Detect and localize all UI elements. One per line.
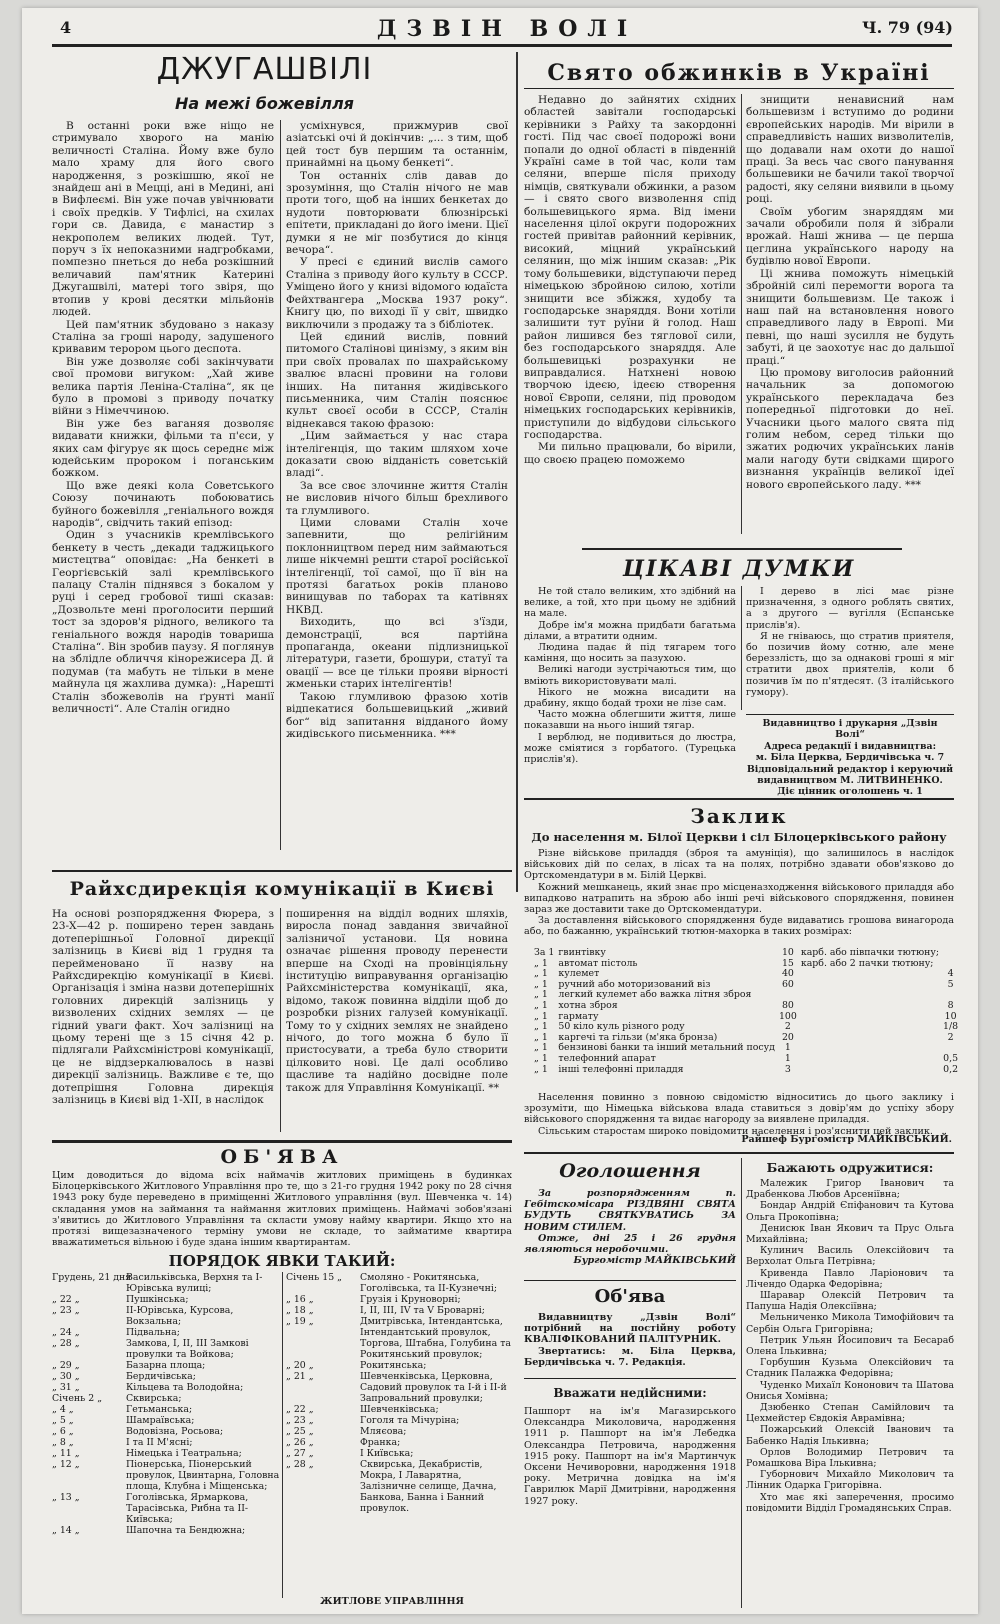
order-row [52, 1360, 280, 1371]
order-streets: Німецька і Театральна; [126, 1448, 242, 1459]
order-streets: Бердичівська; [126, 1371, 196, 1382]
order-streets: Мляєова; [360, 1426, 407, 1437]
order-date: „ 19 „ [286, 1316, 314, 1327]
order-streets: Гетьманська; [126, 1404, 193, 1415]
order-row [52, 1393, 280, 1404]
reward-cell: телефонний апарат [558, 1052, 656, 1064]
order-date: „ 26 „ [286, 1437, 314, 1448]
reward-cell: бензинові банки та інший метальний посуд [558, 1042, 775, 1054]
order-row [286, 1305, 512, 1316]
order-streets: Замкова, І, ІІ, ІІІ Замкові провулки та Войкова; [126, 1338, 249, 1360]
section-title: ЦІКАВІ ДУМКИ [622, 556, 856, 582]
order-row [52, 1492, 280, 1525]
section-title: ОБ'ЯВА [220, 1146, 344, 1168]
publisher-info: Видавництво і друкарня „Дзвін Волі“ Адреса редакції і видавництва: м. Біла Церква, Бердичівська ч. 7 Відповідальний редактор і керуючий видавництвом М. ЛИТВИНЕНКО. Діє цінник оголошень ч. 1 [746, 718, 954, 798]
order-row [52, 1426, 280, 1437]
order-row [286, 1459, 512, 1514]
marriage-list [746, 1178, 954, 1608]
zaklyk-text: Різне військове приладдя (зброя та амуніція), що залишилось в наслідок військових дій по селах, в лісах та на полях, потрібно здавати обов'язково до Ортскомендатури в м. Білій Церкві. Кожний мешканець, який знає про місценазходження військового приладдя або випадково натрапить на зброю або інші речі військового спорядження, повинен зараз же доставити таке до Ортскомендатури. За доставлення військового спорядження буде видаватись грошова винагорода або, по бажанню, український тютюн-махорка в таких розмірах: [524, 848, 954, 938]
publisher-rule [746, 714, 954, 715]
order-streets: Гоголівська, Ярмаркова, Тарасівська, Рибна та ІІ-Київська; [126, 1492, 249, 1525]
order-row [52, 1459, 280, 1492]
reward-cell: „ 1 [534, 968, 548, 980]
obyava2-text: Видавництву „Дзвін Волі“ потрібний на постійну роботу КВАЛІФІКОВАНИЙ ПАЛІТУРНИК. Звертатись: м. Біла Церква, Бердичівська ч. 7. Редакція. [524, 1312, 736, 1368]
reward-cell: 1 [784, 1042, 791, 1054]
order-row [52, 1371, 280, 1382]
reward-cell [799, 1033, 941, 1044]
order-date: „ 8 „ [52, 1437, 74, 1448]
reward-cell: 0,5 [943, 1052, 959, 1064]
article-subtitle: На межі божевілля [175, 94, 354, 113]
order-streets: Пушкінська; [126, 1294, 189, 1305]
order-streets: Водовізна, Росьова; [126, 1426, 224, 1437]
order-date: „ 4 „ [52, 1404, 74, 1415]
reward-cell: 50 кіло куль різного роду [558, 1021, 685, 1033]
order-streets: Шевченківська; [360, 1404, 439, 1415]
section-rule [524, 798, 954, 800]
reward-cell: 5 [947, 978, 954, 990]
reward-cell: 80 [781, 999, 794, 1011]
obyava-text: Цим доводиться до відома всіх наймачів житлових приміщень в будинках Білоцерківського Житлового Управління про те, що з 21-го грудня 1942 року по 28 січня 1943 року буде переведено в приміщенні Житлового управління (вул. Шевченка ч. 14) складання умов на займання та наймання житлових приміщень. Наймачі зобов'язані з'явитись до Житлового Управління та скласти умову найму квартири. Якщо хто на протязі вищезазначеного терміну умови не складе, то займатиме квартира вважатиметься вільною і буде здана іншим квартирантам. [52, 1170, 512, 1249]
article-column-2: знищити ненависний нам большевизм і вступимо до родини європейських народів. Ми вірили в справедливість наших визволителів, що додавали нам охоти до нашої праці. За весь час свого панування большевики не бачили такої творчої радості, яку селяни виявили в цьому році. Своїм убогим знаряддям ми зачали обробили поля й зібрали врожай. Наші жнива — це перша цеглина українського народу на будівлю нової Европи. Ці жнива поможуть німецькій збройній силі перемогти ворога та знищити большевизм. Це також і наш пай на встановлення нового справедливого ладу в Европі. Ми певні, що наші зусилля не будуть забуті, й це заохотує нас до дальшої праці.“ Цю промову виголосив районний начальник за допомогою українського перекладача без попередньої підготовки до неї. Учасники цього малого свята під голим небом, серед тільки що зжатих родючих українських ланів мали нагоду бути свідками щирого визнання українців великої ідеї нового європейського ладу. *** [746, 94, 954, 491]
reward-cell: „ 1 [534, 1052, 548, 1064]
order-row [52, 1305, 280, 1327]
reward-table-grid [532, 948, 960, 1075]
reward-cell: „ 1 [534, 999, 548, 1011]
order-date: „ 11 „ [52, 1448, 80, 1459]
reward-cell: „ 1 [534, 989, 548, 1001]
marriage-item: Петрик Ульян Йосипович та Бесараб Олена Ількивна; [746, 1334, 954, 1358]
invalid-text: Пашпорт на ім'я Магазирського Олександра Миколовича, народження 1911 р. Пашпорт на ім'я Лебедка Олександра Петровича, народження 1915 року. Пашпорт на ім'я Мартинчук Оксени Нечиворовни, народження 1918 року. Метрична довідка на ім'я Гаврилюк Марії Дмитрівни, народження 1927 року. [524, 1406, 736, 1507]
order-row [286, 1437, 512, 1448]
section-rule [52, 870, 512, 872]
order-streets: І та ІІ М'ясні; [126, 1437, 193, 1448]
section-rule [52, 1140, 512, 1143]
reward-cell: 1 [784, 1052, 791, 1064]
article-column-2: усміхнувся, прижмурив свої азіатські очі й докінчив: „... з тим, щоб цей тост був першим та останнім, принаймні на цьому бенкеті“. Тон останніх слів давав до зрозуміння, що Сталін нічого не мав проти того, щоб на інших бенкетах до нудоти повторювати блюзнірські епітети, прикладані до його імени. Цієї думки я не міг позбутися до кінця вечора“. У пресі є єдиний вислів самого Сталіна з приводу його культу в СССР. Уміщено його у книзі відомого юдаїста Фейхтвангера „Москва 1937 року“. Книгу цю, по виході її у світ, швидко виключили з продажу та з бібліотек. Цей єдиний вислів, повний питомого Сталінові цинізму, з яким він при своїх провалах по шахрайському звалює власні провини на голови інших. На питання жидівського письменника, чим Сталін пояснює культ своєї особи в СССР, Сталін віднекався такою фразою: „Цим займається у нас стара інтелігенція, що таким шляхом хоче доказати свою відданість советській владі“. За все своє злочинне життя Сталін не висловив нічого більш брехливого та глумливого. Цими словами Сталін хоче запевнити, що релігійним поклонництвом перед ним займаються лише нікчемні решти старої російської інтелігенції, тої самої, що її він на протязі багатьох років планово винищував по таборах та катівнях НКВД. Виходить, що всі з'їзди, демонстрації, вся партійна пропаганда, океани підлизницької літератури, газети, брошури, статуї та овації — все це тільки прояви вірності жменьки старих інтелігентів! Такою глумливою фразою хотів відпекатися большевицький „живий бог“ від запитання відданого йому жидівського письменника. *** [286, 120, 508, 740]
article-column-1: Недавно до зайнятих східних областей завітали господарські керівники з Райху та закордонні гості. Під час своєї подорожі вони попали до одної області в південній Україні саме в той час, коли там селяни, вперше після приходу німців, святкували обжинки, а разом — і свято свого визволення спід большевицького ярма. Від імени населення цілої округи подорожних гостей привітав районний керівник, високий, міцний український селянин, що між іншим сказав: „Рік тому большевики, відступаючи перед німецькою збройною силою, хотіли знищити все збіжжя, худобу та господарське знаряддя. Вони хотіли залишити тут руїни й голод. Наш район лишився без тяглової сили, без господарського знаряддя. Але большевицькі розрахунки не виправдалися. Натхнені новою творчою ідеєю, ідеєю створення нової Європи, селяни, під проводом німецьких господарських керівників, приступили до відбудови сільського господарства. Ми пильно працювали, бо вірили, що своєю працею поможемо [524, 94, 736, 466]
marriage-item: Горбушин Кузьма Олексійович та Стадник Палажка Федорівна; [746, 1357, 954, 1380]
reward-cell [799, 1012, 941, 1023]
order-date: „ 30 „ [52, 1371, 80, 1382]
marriage-item: Чуденко Михаїл Кононович та Шатова Онисья Хомівна; [746, 1379, 954, 1402]
order-date: „ 14 „ [52, 1525, 80, 1536]
reward-row [532, 1054, 960, 1065]
order-date: „ 22 „ [52, 1294, 80, 1305]
railway-column-1: На основі розпорядження Фюрера, з 23-Х—42 р. поширено терен завдань дотеперішньої Головної дирекції залізниць в Києві від 1 грудня та перейменовано її назву на Райхсдирекцію комунікації в Києві. Організація і зміна назви дотеперішніх головних дирекцій залізниць у визволених східних землях — це гідний уваги факт. Хоч залізниці на цьому терені ще з 15 січня 42 р. підлягали Райхсміністрові комунікації, це не віддзеркалювалось в назві дирекції залізниць. Важливе є те, що дотепрішня Головна дирекція залізниць в Києві від 1-XII, в наслідок [52, 908, 274, 1107]
reward-cell: „ 1 [534, 1010, 548, 1022]
article-title: Свято обжинків в Україні [547, 60, 931, 86]
order-row [52, 1448, 280, 1459]
reward-cell: 3 [784, 1063, 791, 1075]
order-row [52, 1404, 280, 1415]
reward-cell: 60 [781, 978, 794, 990]
order-date: „ 18 „ [286, 1305, 314, 1316]
reward-cell [799, 1065, 941, 1076]
column-divider [280, 908, 281, 1132]
reward-cell: За 1 [534, 947, 555, 958]
order-streets: Франка; [360, 1437, 401, 1448]
section-title: Вважати недійсними: [553, 1386, 707, 1400]
reward-cell: 15 [781, 957, 794, 969]
reward-cell [799, 990, 941, 1001]
reward-cell: 100 [778, 1010, 797, 1022]
reward-cell: „ 1 [534, 957, 548, 969]
reward-cell: карб. або 2 пачки тютюну; [800, 957, 934, 969]
section-rule [524, 1152, 954, 1154]
order-date: „ 23 „ [52, 1305, 80, 1316]
thoughts-left: Не той стало великим, хто здібний на велике, а той, хто при цьому не здібний на мале. Добре ім'я можна придбати багатьма ділами, а втратити одним. Людина падає й під тягарем того каміння, що носить за пазухою. Великі нагоди зустрічаються тим, що вміють використовувати малі. Нікого не можна висадити на драбину, якщо бодай трохи не лізе сам. Часто можна облегшити життя, лише показавши на нього інший тягар. І верблюд, не подивиться до люстра, може сміятися з горбатого. (Турецька прислів'я). [524, 586, 736, 766]
order-streets: Кільцева та Володойна; [126, 1382, 244, 1393]
reward-cell: карб. або півпачки тютюну; [800, 947, 940, 958]
order-streets: Шапочна та Бендюжна; [126, 1525, 246, 1536]
reward-cell: хотна зброя [558, 999, 618, 1011]
order-streets: Піонерська, Піонерський провулок, Цвинтарна, Головна площа, Клубна і Міщенська; [126, 1459, 280, 1492]
reward-cell: 8 [947, 999, 954, 1011]
order-left [52, 1272, 280, 1610]
reward-cell: „ 1 [534, 1042, 548, 1054]
reward-cell [799, 1043, 941, 1054]
reward-cell: 0,2 [943, 1063, 959, 1075]
reward-cell: „ 1 [534, 1031, 548, 1043]
order-date: Січень 15 „ [286, 1272, 343, 1283]
reward-cell [799, 980, 941, 991]
order-right [286, 1272, 512, 1592]
title-rule [524, 88, 954, 89]
masthead-title: ДЗВІН ВОЛІ [376, 16, 638, 42]
reward-cell: 2 [947, 1031, 954, 1043]
section-rule [582, 548, 902, 550]
marriage-items [746, 1178, 954, 1492]
order-date: „ 24 „ [52, 1327, 80, 1338]
order-streets: Шамраївська; [126, 1415, 195, 1426]
ogoloshennya-text: За розпорядженням п. Гебітскомісара РІЗДВЯНІ СВЯТА БУДУТЬ СВЯТКУВАТИСЬ ЗА НОВИМ СТИЛЕМ. Отже, дні 25 і 26 грудня являються неробочими. Бургомістр МАЙКІВСЬКИЙ [524, 1188, 736, 1267]
page-divider [516, 52, 518, 892]
order-date: „ 23 „ [286, 1415, 314, 1426]
order-streets: І, ІІ, ІІІ, IV та V Броварні; [360, 1305, 485, 1316]
railway-column-2: поширення на відділ водних шляхів, виросла понад завдання звичайної залізничої установи. Ця новина означає рішення проводу перенести вперше на Сході на провінціяльну інституцію виправування організацію Райхсміністерства комунікації, яка, відомо, також повинна відділи щоб до розробки різних галузей комунікації. Тому то у східних землях не знайдено нічого, до того можна б було її пристосувати, а треба було створити цілковито нові. Це далі особливо щасливе та надійно досвідне поле також для Управління Комунікації. ** [286, 908, 508, 1094]
order-streets: Грузія і Круноворні; [360, 1294, 461, 1305]
section-title: Заклик [690, 804, 788, 828]
column-divider [280, 120, 281, 850]
reward-row [532, 948, 960, 959]
order-row [52, 1382, 280, 1393]
order-date: „ 21 „ [286, 1371, 314, 1382]
column-divider [282, 1272, 283, 1598]
column-divider [741, 94, 742, 534]
section-title: Оголошення [559, 1160, 701, 1182]
order-row [286, 1448, 512, 1459]
order-streets: Смоляно - Рокитянська, Гоголівська, та ІІ-Кузнечні; [360, 1272, 498, 1294]
marriage-item: Дзюбенко Степан Самійлович та Цехмейстер Євдокія Аврамівна; [746, 1402, 954, 1425]
section-rule [524, 1378, 736, 1379]
order-date: „ 16 „ [286, 1294, 314, 1305]
thoughts-right: І дерево в лісі має різне призначення, з одного роблять святих, а з другого — вугілля (Еспанське прислів'я). Я не гніваюсь, що стратив приятеля, бо позичив йому сотню, але мене береззлість, що за однакові гроші я міг стратити двох приятелів, коли б позичив їм по п'ятдесят. (З італійського гумору). [746, 586, 954, 698]
reward-cell: 1/8 [943, 1021, 959, 1033]
order-streets: Підвальна; [126, 1327, 180, 1338]
order-row [286, 1316, 512, 1360]
order-row [286, 1371, 512, 1404]
marriage-item: Мельниченко Микола Тимофійович та Сербін Ольга Григорівна; [746, 1312, 954, 1335]
reward-row [532, 1065, 960, 1076]
zaklyk-signature: Райшеф Бургомістр МАЙКІВСЬКИЙ. [741, 1134, 952, 1145]
reward-cell: 40 [781, 968, 794, 980]
reward-cell: 10 [781, 947, 794, 958]
order-streets: Базарна площа; [126, 1360, 206, 1371]
marriage-note: Хто має які заперечення, просимо повідомити Відділ Громадянських Справ. [746, 1491, 954, 1514]
marriage-item: Денисюк Іван Якович та Прус Ольга Михайлівна; [746, 1222, 954, 1246]
marriage-item: Малежик Григор Іванович та Драбенкова Любов Арсеніївна; [746, 1178, 954, 1201]
order-streets: Сквирська; [126, 1393, 182, 1404]
order-date: „ 22 „ [286, 1404, 314, 1415]
section-title: Бажають одружитися: [766, 1160, 934, 1175]
order-streets: Сквирська, Декабристів, Мокра, І Лаварятна, Залізничне селище, Дачна, Банкова, Банна і Банний провулок. [360, 1459, 497, 1514]
reward-cell [799, 1022, 941, 1033]
order-streets: Рокитянська; [360, 1360, 427, 1371]
marriage-item: Бондар Андрій Єпіфанович та Кутова Ольга Прокопівна; [746, 1200, 954, 1223]
reward-cell [941, 948, 960, 959]
reward-cell [799, 1001, 941, 1012]
order-date: „ 25 „ [286, 1426, 314, 1437]
reward-cell: гвинтівку [558, 947, 606, 958]
reward-cell: легкий кулемет або важка літня зброя [558, 989, 752, 1001]
order-date: „ 28 „ [52, 1338, 80, 1349]
section-subtitle: До населення м. Білої Церкви і сіл Білоцерківського району [531, 830, 947, 844]
order-date: „ 20 „ [286, 1360, 314, 1371]
reward-cell: інші телефонні приладдя [558, 1063, 684, 1075]
order-streets: ІІ-Юрівська, Курсова, Вокзальна; [126, 1305, 234, 1327]
reward-cell: 4 [947, 968, 954, 980]
order-row [52, 1437, 280, 1448]
order-row [286, 1426, 512, 1437]
section-title: Об'ява [594, 1286, 666, 1307]
order-row [52, 1415, 280, 1426]
marriage-item: Губорнович Михайло Миколович та Лінник Одарка Григорівна. [746, 1469, 954, 1492]
order-row [286, 1272, 512, 1294]
order-row [52, 1294, 280, 1305]
reward-cell: „ 1 [534, 978, 548, 990]
marriage-item: Шараваp Олексій Петрович та Папуша Надія Олексіївна; [746, 1290, 954, 1313]
order-row [52, 1525, 280, 1536]
order-date: „ 6 „ [52, 1426, 74, 1437]
order-streets: Васильківська, Верхня та І-Юрівська вулиці; [126, 1272, 263, 1294]
order-date: „ 5 „ [52, 1415, 74, 1426]
newspaper-page [22, 8, 978, 1614]
reward-cell: автомат пістоль [558, 957, 638, 969]
page-number: 4 [60, 18, 72, 37]
marriage-item: Кривенда Павло Ларіонович та Лічендо Одарка Федорівна; [746, 1267, 954, 1290]
order-row [286, 1415, 512, 1426]
reward-table [532, 947, 959, 1088]
marriage-item: Пожарський Олексій Іванович та Бабенко Надія Ількивна; [746, 1424, 954, 1447]
order-row [286, 1294, 512, 1305]
order-date: Січень 2 „ [52, 1393, 103, 1404]
column-divider [741, 586, 742, 710]
marriage-item: Кулинич Василь Олексійович та Верхолат Ольга Петрівна; [746, 1245, 954, 1268]
order-streets: І Київська; [360, 1448, 414, 1459]
order-streets: Гоголя та Мічуріна; [360, 1415, 460, 1426]
order-date: „ 27 „ [286, 1448, 314, 1459]
header-rule [52, 44, 952, 47]
reward-cell: „ 1 [534, 1063, 548, 1075]
order-streets: Шевченківська, Церковна, Садовий провулок та І-й і ІІ-й Запровальний провулки; [360, 1371, 507, 1404]
article-column-1: В останні роки вже ніщо не стримувало хворого на манію величності Сталіна. Йому вже було мало храму для його свого народження, з розкішшю, якої не знайдеш ані в Мецці, ані в Медині, ані в Вифлеємі. Він уже почав увічнювати і своїх предків. У Тифлісі, на схилах гори св. Давида, є манастир з некрополем великих людей. Тут, поруч з їх непоказними надгробками, помпезно пнеться до неба розкішний величавий пам'ятник Катерині Джугашвілі, матері того звіря, що втопив у крові десятки мільйонів людей. Цей пам'ятник збудовано з наказу Сталіна за гроші народу, задушеного кривавим терором цього деспота. Він уже дозволяє собі закінчувати свої промови вигуком: „Хай живе велика партія Леніна-Сталіна“, як це було в промові з приводу початку війни з Німеччиною. Він уже без ваганяя дозволяє видавати книжки, фільми та п'єси, у яких сам фігурує як щось середнє між юдейським пророком і поганським божком. Що вже деякі кола Советського Союзу починають побоюватись буйного божевілля „геніального вождя народів“, свідчить такий епізод: Один з учасників кремлівського бенкету в честь „декади таджицького мистецтва“ оповідає: „На бенкеті в Георгієвській залі кремлівського палацу Сталін піднявся з бокалом у руці і серед гробової тиші сказав: „Дозвольте мені проголосити перший тост за здоров'я рідного, великого та геніального вождя народів товариша Сталіна“. Він зробив паузу. Я поглянув на зблідле обличчя кінорежисера Д. й подумав (та мабуть не тільки в мене майнула ця жахлива думка): „Нарешті Сталін збожеволів на ґрунті манії величності“. Але Сталін огидно [52, 120, 274, 716]
zaklyk-closing: Населення повинно з повною свідомістю відноситись до цього заклику і зрозуміти, що Німецька військова влада ставиться з довір'ям до успіху збору військового спорядження та видає нагороду за виявлене приладдя. Сільським старостам широко повідомити населення і роз'яснити цей заклик. [524, 1092, 954, 1137]
section-rule [524, 1280, 736, 1281]
reward-row [532, 1001, 960, 1012]
order-list [52, 1272, 280, 1536]
order-row [52, 1327, 280, 1338]
order-date: „ 13 „ [52, 1492, 80, 1503]
reward-cell: ручний або моторизований віз [558, 978, 711, 990]
reward-cell: каргечі та гільзи (м'яка бронза) [558, 1031, 718, 1043]
order-row [52, 1272, 280, 1294]
order-date: „ 31 „ [52, 1382, 80, 1393]
order-title: ПОРЯДОК ЯВКИ ТАКИЙ: [168, 1252, 396, 1270]
reward-cell [799, 969, 941, 980]
order-list [286, 1272, 512, 1514]
order-streets: Дмитрівська, Інтендантська, Інтендантський провулок, Торгова, Штабна, Голубина та Рокитянський провулок; [360, 1316, 512, 1360]
reward-cell [799, 1054, 941, 1065]
column-divider [741, 1158, 742, 1608]
article-title: ДЖУГАШВІЛІ [156, 52, 373, 87]
order-date: Грудень, 21 дня [52, 1272, 132, 1283]
reward-cell: гармату [558, 1010, 599, 1022]
reward-cell: 2 [784, 1021, 791, 1033]
article-title: Райхсдирекція комунікації в Києві [69, 878, 495, 900]
reward-cell: „ 1 [534, 1021, 548, 1033]
issue-number: Ч. 79 (94) [862, 18, 953, 37]
order-date: „ 28 „ [286, 1459, 314, 1470]
reward-cell: кулемет [558, 968, 600, 980]
reward-cell: 20 [781, 1031, 794, 1043]
order-row [286, 1360, 512, 1371]
order-row [286, 1404, 512, 1415]
order-date: „ 12 „ [52, 1459, 80, 1470]
reward-cell: 10 [944, 1010, 957, 1022]
order-date: „ 29 „ [52, 1360, 80, 1371]
marriage-item: Орлов Володимир Петрович та Ромашкова Віра Ількивна; [746, 1446, 954, 1470]
obyava-signature: ЖИТЛОВЕ УПРАВЛІННЯ [320, 1596, 464, 1607]
order-row [52, 1338, 280, 1360]
